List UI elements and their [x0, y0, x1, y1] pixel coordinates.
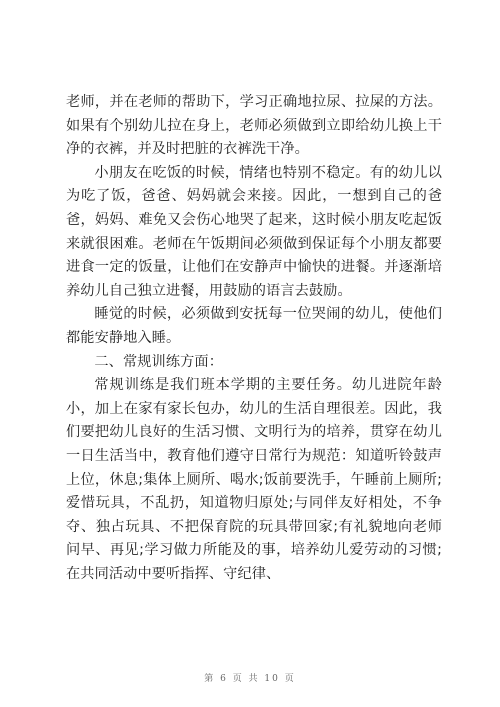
paragraph-routine-training: 常规训练是我们班本学期的主要任务。幼儿进院年龄小，加上在家有家长包办，幼儿的生活自理很差。因此，我们要把幼儿良好的生活习惯、文明行为的培养，贯穿在幼儿一日生活当中，教育他们遵守日常行为规范：知道听铃鼓声上位，休息;集体上厕所、喝水;饭前要洗手，午睡前上厕所;爱惜玩具，不乱扔，知道物归原处;与同伴友好相处，不争夺、独占玩具、不把保育院的玩具带回家;有礼貌地向老师问早、再见;学习做力所能及的事，培养幼儿爱劳动的习惯;在共同活动中要听指挥、守纪律、 [66, 377, 442, 582]
paragraph-mealtime: 小朋友在吃饭的时候，情绪也特别不稳定。有的幼儿以为吃了饭，爸爸、妈妈就会来接。因此，一想到自己的爸爸，妈妈、难免又会伤心地哭了起来，这时候小朋友吃起饭来就很困难。老师在午饭期间必须做到保证每个小朋友都要进食一定的饭量，让他们在安静声中愉快的进餐。并逐渐培养幼儿自己独立进餐，用鼓励的语言去鼓励。 [66, 164, 442, 299]
paragraph-continuation: 老师，并在老师的帮助下，学习正确地拉尿、拉屎的方法。如果有个别幼儿拉在身上，老师必须做到立即给幼儿换上干净的衣裤，并及时把脏的衣裤洗干净。 [66, 94, 442, 158]
page-number-footer: 第 6 页 共 10 页 [204, 674, 296, 684]
document-body [66, 91, 442, 586]
paragraph-naptime: 睡觉的时候，必须做到安抚每一位哭闹的幼儿，使他们都能安静地入睡。 [66, 306, 442, 346]
section-heading-routine-training: 二、常规训练方面： [94, 353, 223, 370]
